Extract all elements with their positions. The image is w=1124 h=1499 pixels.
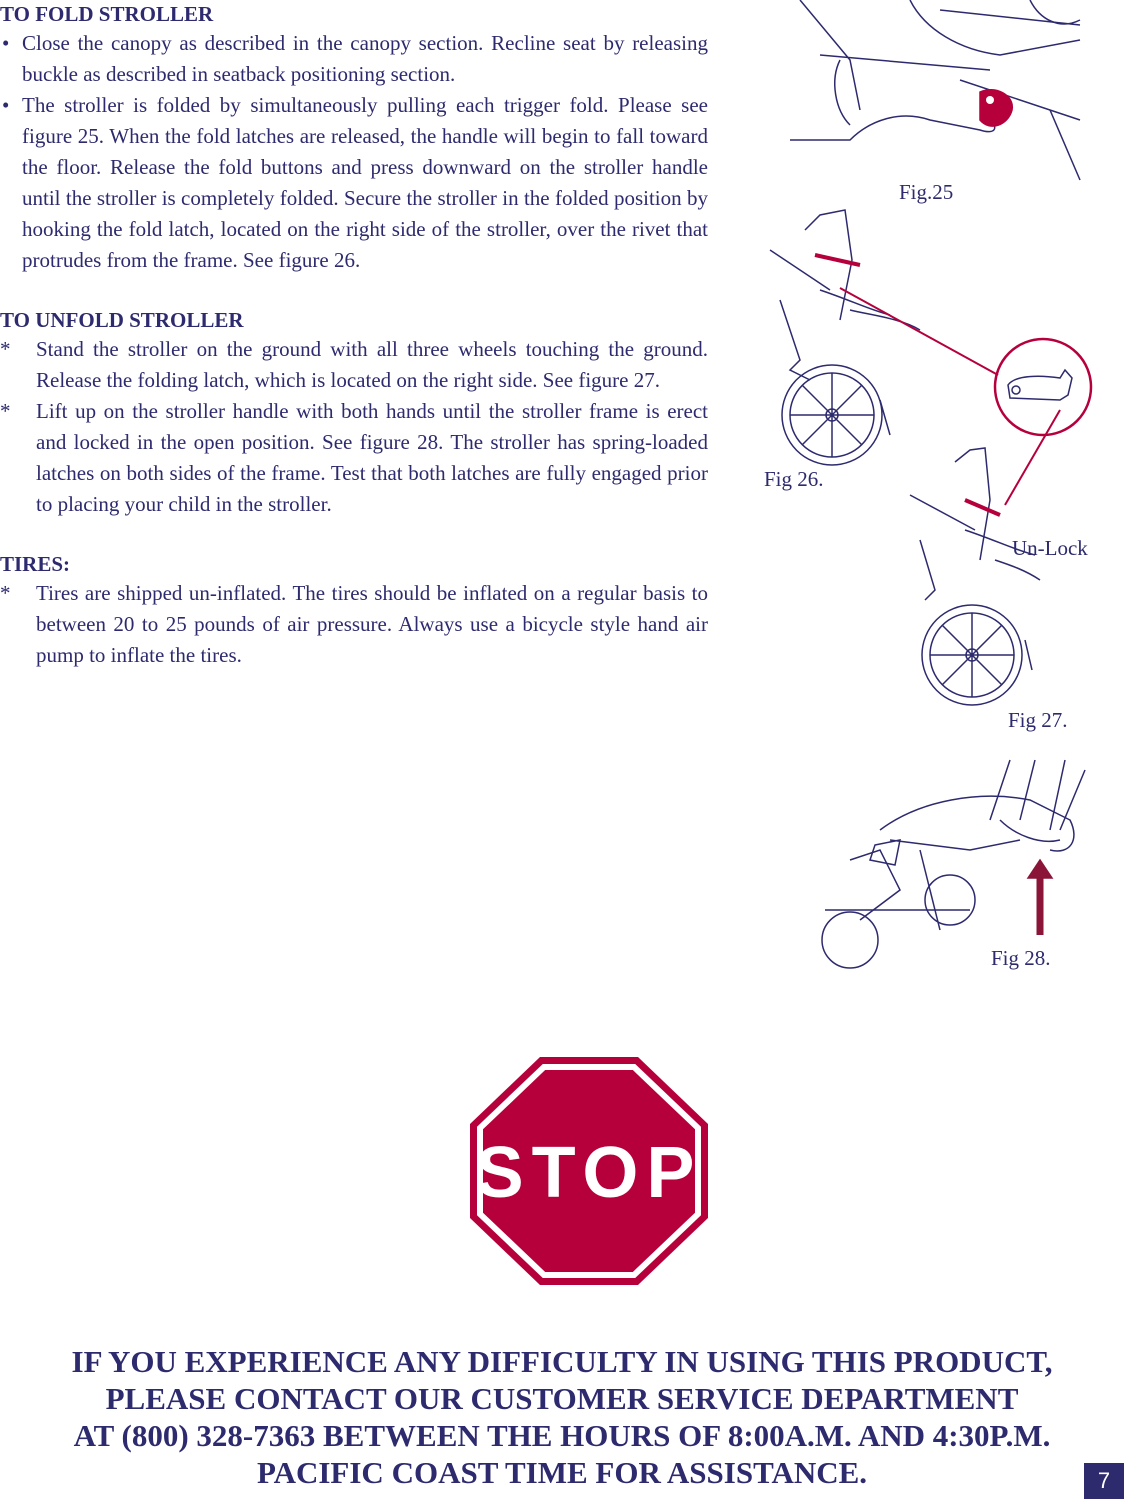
fig25-label: Fig.25 (899, 180, 954, 204)
asterisk-mark: * (0, 337, 11, 361)
unfold-item: * Stand the stroller on the ground with all three wheels touching the ground. Release the folding latch, which is located on the right side. See figure 27. (0, 334, 708, 396)
stop-sign-icon (470, 1057, 708, 1285)
fold-item: • The stroller is folded by simultaneously pulling each trigger fold. Please see figure 25. When the fold latches are released, the handle will begin to fall toward the floor. Release the fold buttons and press downward on the stroller handle until the stroller is completely folded. Secure the stroller in the folded position by hooking the fold latch, located on the right side of the stroller, over the rivet that protrudes from the frame. See figure 26. (0, 90, 708, 276)
notice-line: PACIFIC COAST TIME FOR ASSISTANCE. (256, 1455, 868, 1490)
fold-item: • Close the canopy as described in the canopy section. Recline seat by releasing buckle as described in seatback positioning section. (0, 28, 708, 90)
bullet-mark: • (2, 93, 10, 117)
notice-line: IF YOU EXPERIENCE ANY DIFFICULTY IN USING THIS PRODUCT, (71, 1344, 1053, 1379)
unfold-item: * Lift up on the stroller handle with both hands until the stroller frame is erect and locked in the open position. See figure 28. The stroller has spring-loaded latches on both sides of the frame. Test that both latches are fully engaged prior to placing your child in the stroller. (0, 396, 708, 520)
unlock-label: Un-Lock (1012, 536, 1088, 560)
fold-heading: TO FOLD STROLLER (0, 2, 214, 26)
tires-item: * Tires are shipped un-inflated. The tires should be inflated on a regular basis to between 20 to 25 pounds of air pressure. Always use a bicycle style hand air pump to inflate the tires. (0, 578, 708, 671)
fig28-illustration (820, 760, 1090, 940)
customer-service-notice (0, 1343, 1124, 1491)
fold-section (0, 0, 708, 276)
tires-heading: TIRES: (0, 552, 71, 576)
stop-sign-text: STOP (475, 1133, 703, 1213)
asterisk-mark: * (0, 581, 11, 605)
fig28-label: Fig 28. (991, 946, 1051, 970)
notice-line: AT (800) 328-7363 BETWEEN THE HOURS OF 8:00A.M. AND 4:30P.M. (73, 1418, 1051, 1453)
tires-section (0, 550, 708, 671)
unfold-heading: TO UNFOLD STROLLER (0, 308, 244, 332)
fig27-label: Fig 27. (1008, 708, 1068, 732)
page-number: 7 (1084, 1463, 1124, 1499)
fig25-illustration (790, 0, 1090, 185)
notice-line: PLEASE CONTACT OUR CUSTOMER SERVICE DEPARTMENT (105, 1381, 1019, 1416)
unfold-section (0, 306, 708, 520)
instructions-column (0, 0, 708, 671)
bullet-mark: • (2, 31, 10, 55)
asterisk-mark: * (0, 399, 11, 423)
fig26-label: Fig 26. (764, 467, 824, 491)
fig26-illustration (760, 200, 1100, 710)
